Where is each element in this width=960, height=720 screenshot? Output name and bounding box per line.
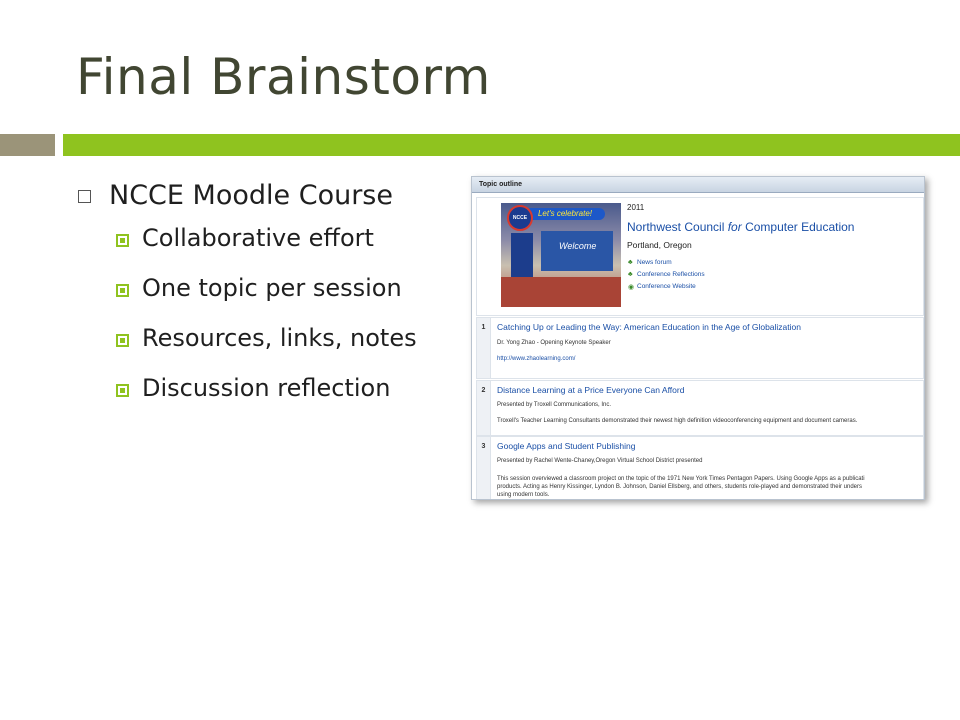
topic-title-link[interactable]: Distance Learning at a Price Everyone Can Afford [497, 385, 685, 395]
topic-presenter: Dr. Yong Zhao - Opening Keynote Speaker [497, 340, 611, 346]
sub-bullet-text: Collaborative effort [142, 224, 374, 252]
bullet-list [78, 178, 458, 420]
course-intro-section [476, 197, 924, 316]
topic-section-2 [476, 380, 924, 436]
organization-name [627, 220, 854, 234]
slide-title: Final Brainstorm [76, 48, 491, 106]
sub-bullet [78, 270, 458, 320]
org-name-part: Northwest Council [627, 220, 728, 234]
conference-year: 2011 [627, 203, 645, 212]
section-number: 2 [477, 381, 491, 435]
link-label: Conference Reflections [637, 271, 705, 278]
sub-bullet-text: One topic per session [142, 274, 402, 302]
square-bullet-icon [116, 334, 129, 347]
photo-wall [541, 231, 613, 271]
photo-carpet [501, 277, 621, 307]
conference-reflections-link[interactable] [628, 271, 705, 278]
bullet-main-text: NCCE Moodle Course [109, 180, 393, 211]
forum-icon: ♣ [628, 259, 633, 266]
section-number: 1 [477, 318, 491, 378]
forum-icon: ♣ [628, 271, 633, 278]
conference-location: Portland, Oregon [627, 240, 692, 250]
topic-outline-header: Topic outline [472, 177, 924, 193]
topic-description: This session overviewed a classroom project on the topic of the 1971 New York Times Pentagon Papers. Using Google Apps as a publicati [497, 476, 865, 482]
topic-section-3 [476, 436, 924, 500]
org-name-part: Computer Education [741, 220, 855, 234]
link-label: Conference Website [637, 283, 696, 290]
square-bullet-icon [116, 234, 129, 247]
topic-description: Troxell's Teacher Learning Consultants demonstrated their newest high definition videoconferencing equipment and document cameras. [497, 418, 858, 424]
section-number: 3 [477, 437, 491, 500]
topic-description: products. Acting as Henry Kissinger, Lyndon B. Johnson, Daniel Ellsberg, and others, students role-played and demonstrated their unders [497, 484, 862, 490]
conference-website-link[interactable] [628, 283, 696, 291]
ncce-logo: NCCE [507, 205, 533, 231]
conference-photo [501, 203, 621, 307]
sub-bullet [78, 220, 458, 270]
topic-presenter: Presented by Troxell Communications, Inc. [497, 402, 612, 408]
sub-bullet-text: Resources, links, notes [142, 324, 417, 352]
topic-title-link[interactable]: Google Apps and Student Publishing [497, 441, 636, 451]
sub-bullet [78, 370, 458, 420]
title-underline-green [63, 134, 960, 156]
topic-url-link[interactable]: http://www.zhaolearning.com/ [497, 356, 576, 362]
topic-title-link[interactable]: Catching Up or Leading the Way: American Education in the Age of Globalization [497, 322, 801, 332]
moodle-course-screenshot [471, 176, 925, 500]
news-forum-link[interactable] [628, 259, 672, 266]
square-bullet-icon [116, 384, 129, 397]
web-icon: ◉ [628, 284, 635, 291]
topic-section-1 [476, 317, 924, 379]
sub-bullet [78, 320, 458, 370]
topic-description: using modern tools. [497, 492, 550, 498]
title-underline-gray [0, 134, 55, 156]
bullet-main [78, 178, 458, 220]
photo-banner: Let's celebrate! [525, 208, 605, 220]
square-bullet-icon [116, 284, 129, 297]
photo-welcome-text: Welcome [559, 241, 597, 251]
sub-bullet-text: Discussion reflection [142, 374, 391, 402]
org-name-for: for [727, 220, 742, 234]
link-label: News forum [637, 259, 672, 266]
topic-presenter: Presented by Rachel Wente-Chaney,Oregon Virtual School District presented [497, 458, 703, 464]
hollow-square-bullet-icon [78, 190, 91, 203]
